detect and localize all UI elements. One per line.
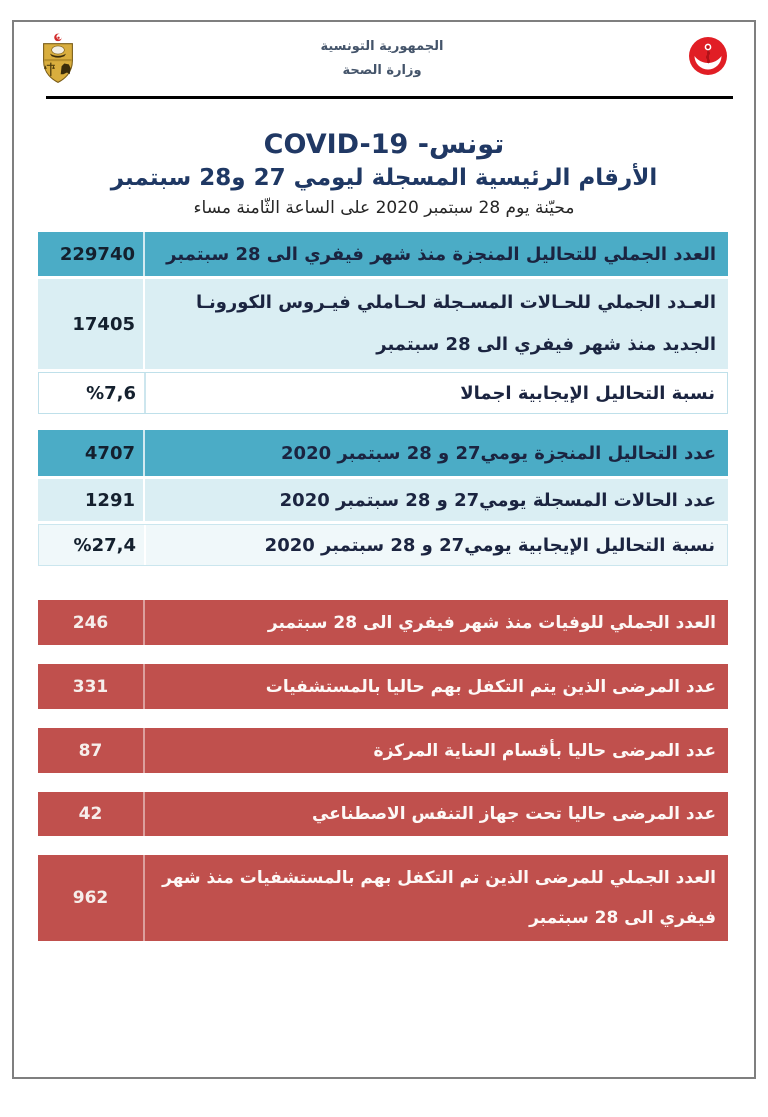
stat-value: 42 xyxy=(38,792,145,836)
hospital-stats-section xyxy=(38,600,728,941)
stat-value: 246 xyxy=(38,600,145,645)
stat-label: العدد الجملي للتحاليل المنجزة منذ شهر فيفري الى 28 سبتمبر xyxy=(166,243,716,265)
table-row xyxy=(38,524,728,566)
cumulative-stats-table xyxy=(38,232,728,414)
table-row xyxy=(38,479,728,521)
table-row xyxy=(38,792,728,836)
stat-label: عدد المرضى الذين يتم التكفل بهم حاليا بالمستشفيات xyxy=(265,676,716,697)
tunisia-coat-of-arms-icon xyxy=(40,32,76,86)
stat-label: عدد المرضى حاليا بأقسام العناية المركزة xyxy=(373,740,716,761)
table-row xyxy=(38,430,728,476)
daily-stats-table xyxy=(38,430,728,566)
stat-label: عدد الحالات المسجلة يومي27 و 28 سبتمبر 2020 xyxy=(279,489,716,511)
table-row xyxy=(38,600,728,645)
covid-title: تونس- COVID-19 xyxy=(263,129,505,160)
stat-label: نسبة التحاليل الإيجابية اجمالا xyxy=(460,382,715,404)
ministry-title: وزارة الصحة xyxy=(342,63,422,78)
stat-label: العدد الجملي للمرضى الذين تم التكفل بهم بالمستشفيات منذ شهر فيفري الى 28 سبتمبر xyxy=(162,868,716,928)
header-divider xyxy=(46,96,733,99)
stat-value: 1291 xyxy=(38,479,145,521)
header-titles xyxy=(76,32,688,78)
stat-value: 17405 xyxy=(38,279,145,369)
main-title: الأرقام الرئيسية المسجلة ليومي 27 و28 سبتمبر xyxy=(110,165,658,191)
stat-value: %7,6 xyxy=(39,373,146,413)
table-row xyxy=(38,855,728,941)
stat-value: 87 xyxy=(38,728,145,773)
republic-title: الجمهورية التونسية xyxy=(320,39,444,54)
stat-label: العـدد الجملي للحـالات المسـجلة لحـاملي فيـروس الكورونـا الجديد منذ شهر فيفري الى 28 سبتمبر xyxy=(196,292,716,355)
ministry-of-health-logo-icon xyxy=(688,36,728,76)
stat-value: 229740 xyxy=(38,232,145,276)
table-row xyxy=(38,728,728,773)
table-row xyxy=(38,664,728,709)
stat-label: نسبة التحاليل الإيجابية يومي27 و 28 سبتمبر 2020 xyxy=(264,534,715,556)
stat-label: عدد التحاليل المنجزة يومي27 و 28 سبتمبر 2020 xyxy=(281,442,716,464)
stat-value: 331 xyxy=(38,664,145,709)
stat-label: عدد المرضى حاليا تحت جهاز التنفس الاصطناعي xyxy=(311,804,716,824)
stat-value: %27,4 xyxy=(39,525,146,565)
table-row xyxy=(38,279,728,369)
table-row xyxy=(38,232,728,276)
stat-label: العدد الجملي للوفيات منذ شهر فيفري الى 28 سبتمبر xyxy=(267,612,716,633)
stat-value: 962 xyxy=(38,855,145,941)
stat-value: 4707 xyxy=(38,430,145,476)
update-note: محيّنة يوم 28 سبتمبر 2020 على الساعة الثّامنة مساء xyxy=(193,198,575,218)
document-page xyxy=(12,20,756,1079)
page-header xyxy=(14,22,754,90)
table-row xyxy=(38,372,728,414)
